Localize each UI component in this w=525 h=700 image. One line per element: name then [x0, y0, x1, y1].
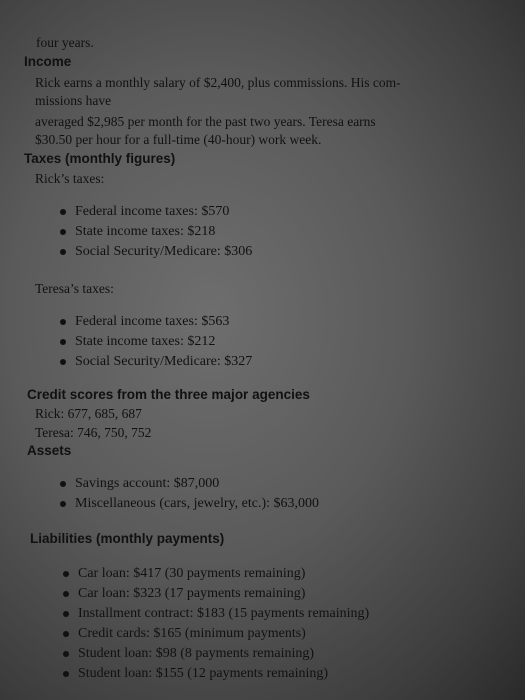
teresa-credit-scores: Teresa: 746, 750, 752: [35, 425, 152, 440]
income-heading: Income: [24, 54, 72, 69]
income-line: averaged $2,985 per month for the past two years. Teresa earns: [35, 114, 376, 129]
list-item: State income taxes: $212: [57, 332, 495, 352]
taxes-heading: Taxes (monthly figures): [24, 151, 176, 166]
list-item: Federal income taxes: $570: [57, 202, 495, 222]
list-item: Installment contract: $183 (15 payments remaining): [60, 604, 495, 624]
income-line: Rick earns a monthly salary of $2,400, plus commissions. His com-: [35, 75, 401, 90]
list-item: Car loan: $323 (17 payments remaining): [60, 584, 495, 604]
rick-taxes-list: [57, 202, 495, 262]
income-paragraph: [35, 74, 495, 149]
assets-list: [57, 474, 495, 514]
list-item: Social Security/Medicare: $327: [57, 352, 495, 372]
assets-heading: Assets: [27, 443, 72, 458]
list-item: Credit cards: $165 (minimum payments): [60, 624, 495, 644]
intro-text: four years.: [36, 35, 94, 50]
credit-heading: Credit scores from the three major agencies: [27, 387, 310, 402]
rick-taxes-label: Rick’s taxes:: [35, 171, 105, 186]
income-line: $30.50 per hour for a full-time (40-hour) work week.: [35, 132, 322, 147]
list-item: Student loan: $155 (12 payments remaining): [60, 664, 495, 684]
liabilities-list: [60, 564, 495, 684]
list-item: Federal income taxes: $563: [57, 312, 495, 332]
teresa-taxes-list: [57, 312, 495, 372]
list-item: Car loan: $417 (30 payments remaining): [60, 564, 495, 584]
list-item: State income taxes: $218: [57, 222, 495, 242]
list-item: Social Security/Medicare: $306: [57, 242, 495, 262]
list-item: Student loan: $98 (8 payments remaining): [60, 644, 495, 664]
list-item: Savings account: $87,000: [57, 474, 495, 494]
list-item: Miscellaneous (cars, jewelry, etc.): $63,000: [57, 494, 495, 514]
income-line: missions have: [35, 93, 112, 108]
liabilities-heading: Liabilities (monthly payments): [30, 531, 225, 546]
teresa-taxes-label: Teresa’s taxes:: [35, 281, 114, 296]
rick-credit-scores: Rick: 677, 685, 687: [35, 406, 142, 421]
